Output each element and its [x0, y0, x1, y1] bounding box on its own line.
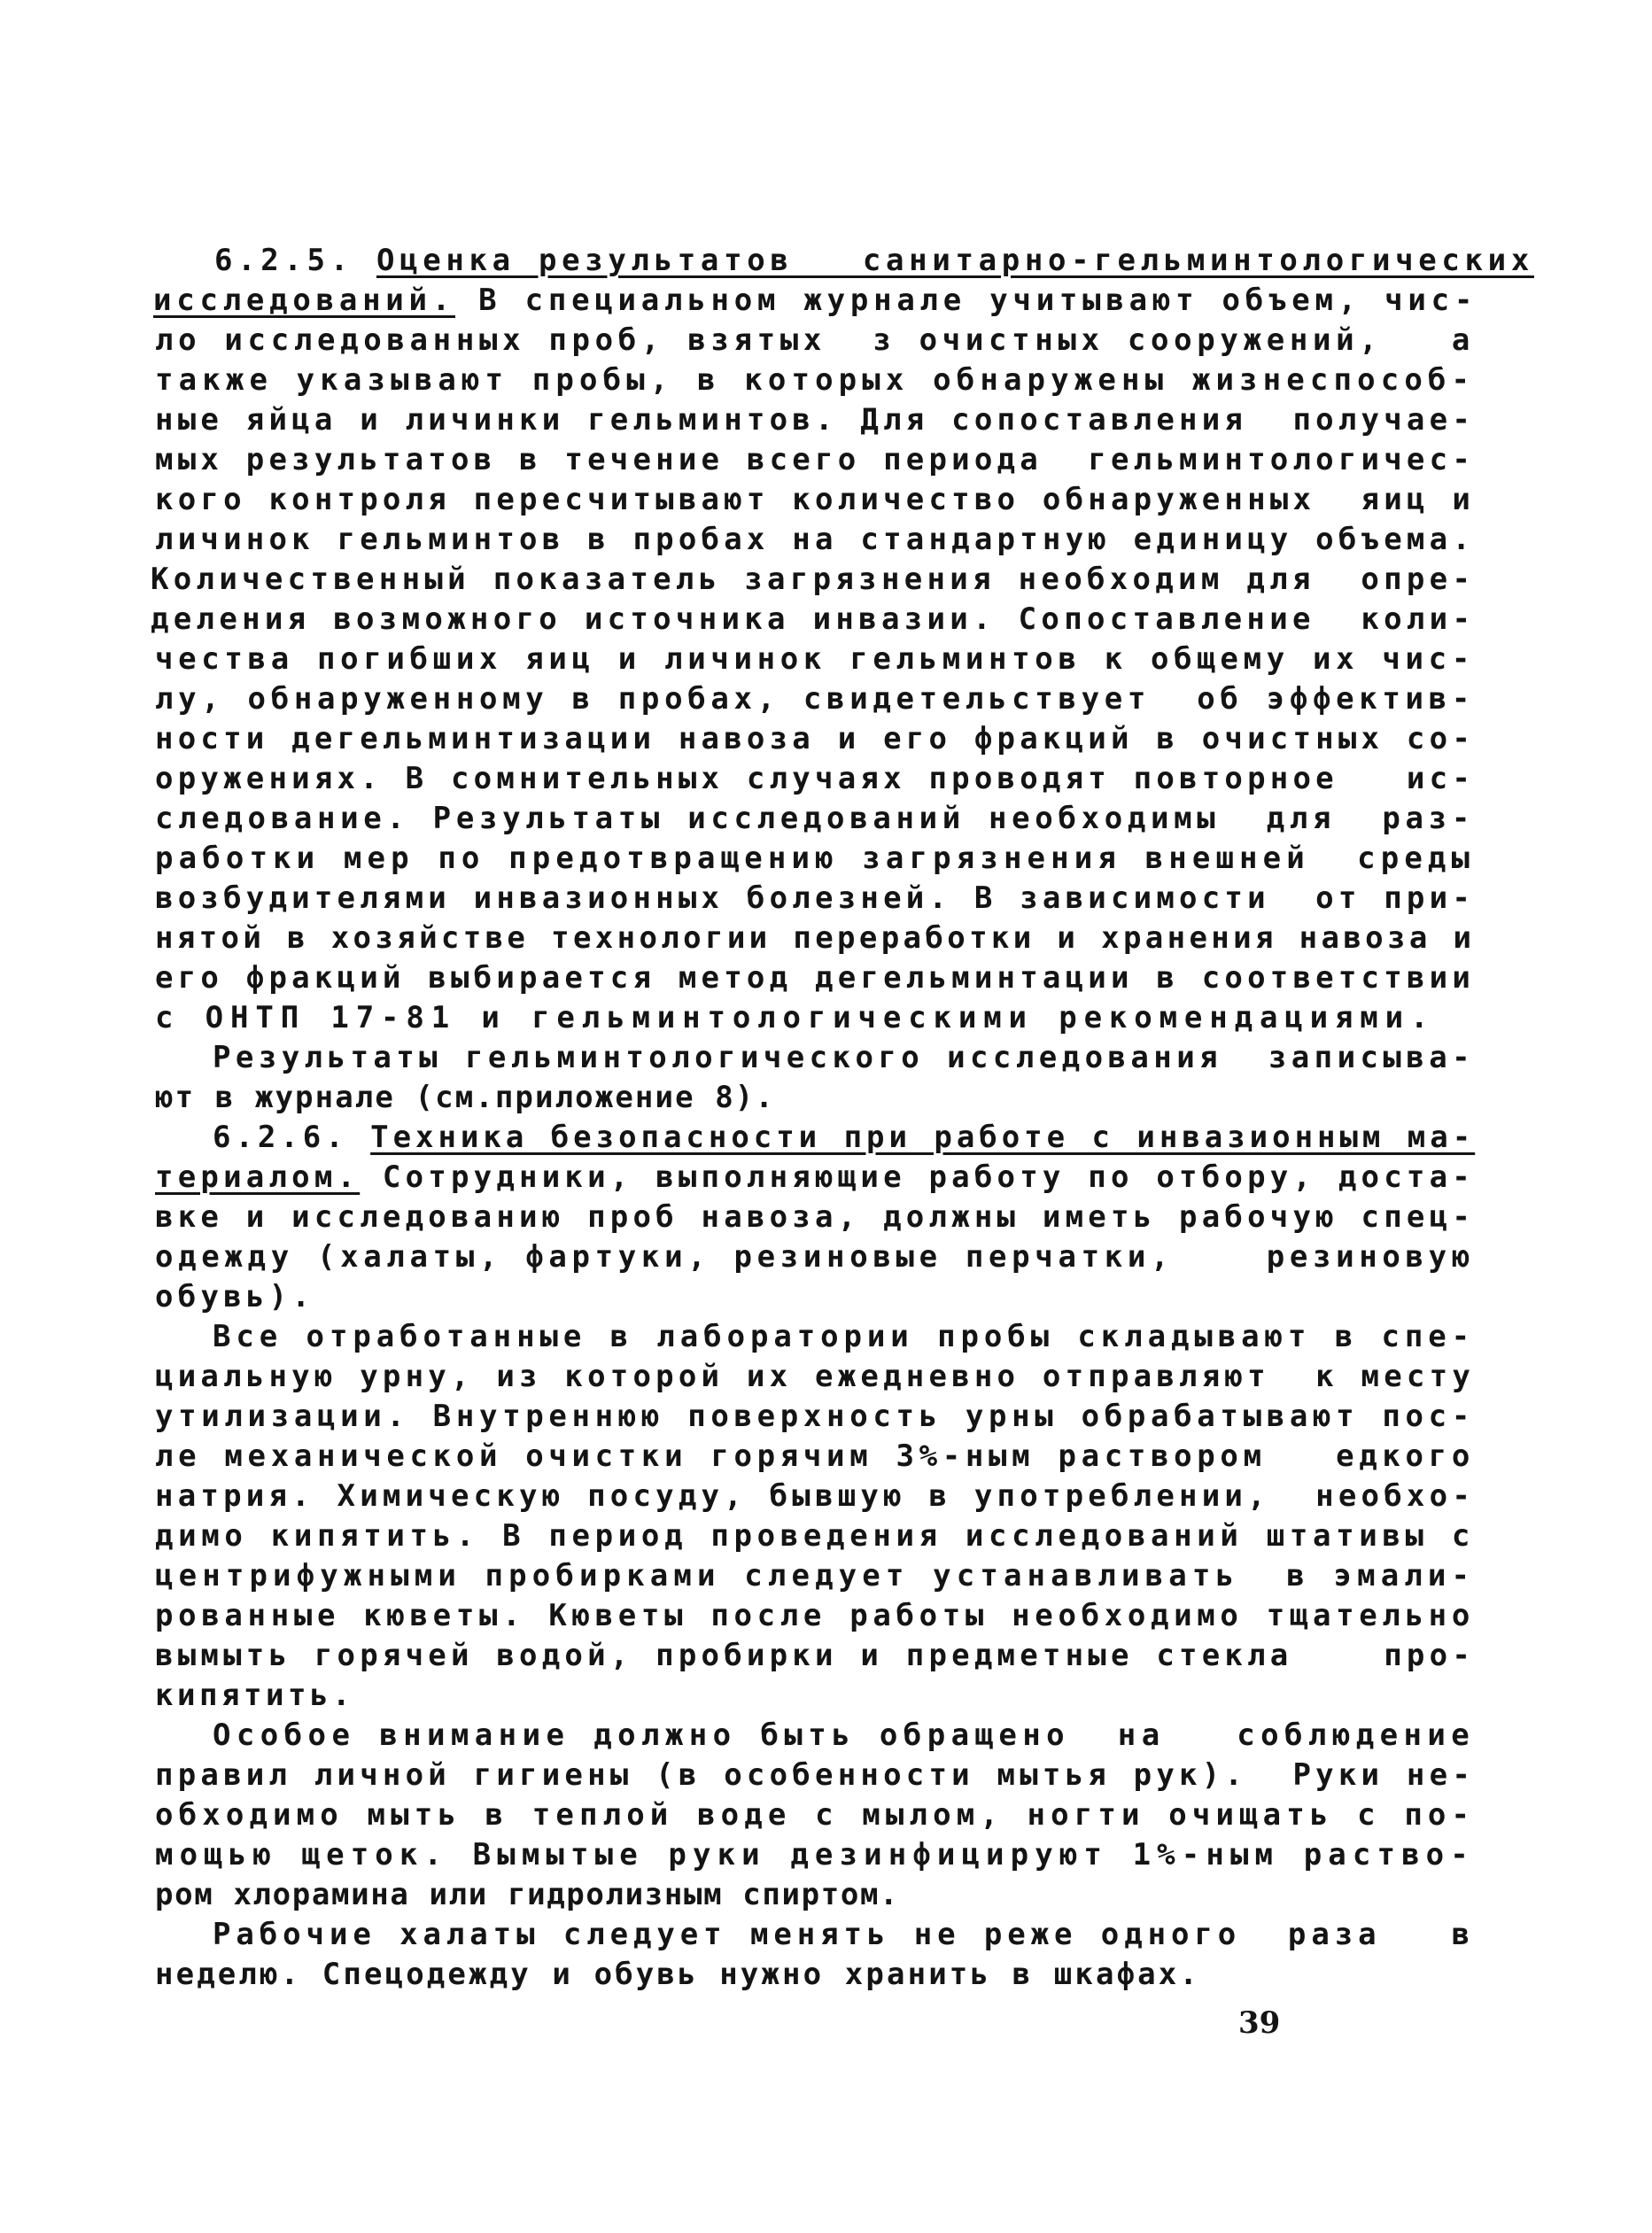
- text-line: [155, 640, 1475, 684]
- text-line: [155, 1477, 1475, 1521]
- text-segment: нятой в хозяйстве технологии переработки и хранения навоза и: [155, 920, 1476, 956]
- text-line: [155, 1158, 1475, 1202]
- text-segment: также указывают пробы, в которых обнаружены жизнеспособ-: [155, 362, 1476, 398]
- text-line: [155, 1636, 1475, 1680]
- text-line: [155, 839, 1475, 883]
- text-segment: ют в журнале (см.приложение 8).: [155, 1080, 775, 1115]
- text-line: [155, 1556, 1475, 1601]
- text-segment: оружениях. В сомнительных случаях проводят повторное ис-: [155, 761, 1476, 796]
- text-segment: деления возможного источника инвазии. Сопоставление коли-: [151, 601, 1476, 637]
- text-line: [155, 958, 1475, 1003]
- text-segment: Особое внимание должно быть обращено на соблюдение: [213, 1717, 1476, 1753]
- text-line: [155, 1875, 899, 1919]
- text-segment: вке и исследованию проб навоза, должны иметь рабочую спец-: [155, 1199, 1476, 1235]
- text-segment: ром хлорамина или гидролизным спиртом.: [155, 1877, 900, 1912]
- text-line: [155, 1795, 1475, 1840]
- text-segment: правил личной гигиены (в особенности мытья рук). Руки не-: [155, 1757, 1476, 1793]
- text-segment: ные яйца и личинки гельминтов. Для сопоставления получае-: [155, 402, 1476, 438]
- underlined-heading: Техника безопасности при работе с инвазионным ма-: [370, 1120, 1476, 1155]
- text-line: [155, 520, 1475, 564]
- text-segment: неделю. Спецодежду и обувь нужно хранить в шкафах.: [155, 1957, 1200, 1992]
- text-line: [151, 600, 1475, 644]
- text-line: [155, 759, 1475, 803]
- text-segment: Результаты гельминтологического исследования записыва-: [213, 1040, 1476, 1075]
- text-line: [155, 1516, 1475, 1561]
- text-line: [155, 1277, 314, 1322]
- text-line: [155, 1835, 1475, 1880]
- text-line: [155, 719, 1475, 764]
- text-segment: циальную урну, из которой их ежедневно отправляют к месту: [155, 1359, 1476, 1394]
- text-line: [214, 241, 1534, 285]
- text-segment: В специальном журнале учитывают объем, чис-: [454, 283, 1478, 318]
- underlined-heading: исследований.: [153, 283, 455, 318]
- text-line: [213, 1118, 1475, 1162]
- text-line: [155, 440, 1475, 485]
- text-line: [155, 321, 1475, 365]
- text-line: [155, 1756, 1475, 1800]
- text-segment: личинок гельминтов в пробах на стандартную единицу объема.: [155, 522, 1476, 557]
- text-segment: центрифужными пробирками следует устанавливать в эмали-: [155, 1558, 1476, 1593]
- text-segment: возбудителями инвазионных болезней. В зависимости от при-: [155, 880, 1476, 916]
- text-segment: мощью щеток. Вымытые руки дезинфицируют 1%-ным раство-: [155, 1837, 1475, 1872]
- text-segment: натрия. Химическую посуду, бывшую в употреблении, необхо-: [155, 1478, 1476, 1514]
- text-segment: его фракций выбирается метод дегельминтации в соответствии: [155, 960, 1476, 996]
- text-segment: Рабочие халаты следует менять не реже одного раза в: [213, 1917, 1476, 1952]
- text-line: [155, 1397, 1475, 1441]
- text-line: [155, 919, 1475, 963]
- text-segment: одежду (халаты, фартуки, резиновые перчатки, резиновую: [155, 1239, 1475, 1275]
- page-number: 39: [1238, 2005, 1281, 2041]
- text-segment: 6.2.5.: [214, 243, 376, 278]
- text-line: [155, 879, 1475, 923]
- text-line: [155, 1357, 1475, 1401]
- text-line: [153, 281, 1477, 325]
- text-segment: с ОНТП 17-81 и гельминтологическими рекомендациями.: [155, 1000, 1436, 1035]
- text-line: [213, 1915, 1475, 1959]
- text-line: [155, 1078, 775, 1122]
- text-segment: рованные кюветы. Кюветы после работы необходимо тщательно: [155, 1598, 1475, 1633]
- text-segment: вымыть горячей водой, пробирки и предметные стекла про-: [155, 1638, 1476, 1673]
- text-line: [155, 1596, 1475, 1640]
- text-segment: ности дегельминтизации навоза и его фракций в очистных со-: [155, 721, 1476, 756]
- text-segment: следование. Результаты исследований необходимы для раз-: [155, 801, 1475, 836]
- text-segment: утилизации. Внутреннюю поверхность урны обрабатывают пос-: [155, 1399, 1475, 1434]
- text-line: [155, 998, 1435, 1043]
- text-segment: ле механической очистки горячим 3%-ным раствором едкого: [155, 1438, 1475, 1474]
- underlined-heading: териалом.: [155, 1159, 361, 1195]
- text-segment: ло исследованных проб, взятых з очистных сооружений, а: [155, 322, 1475, 358]
- text-line: [155, 1676, 354, 1720]
- text-line: [155, 1198, 1475, 1242]
- text-line: [155, 400, 1475, 445]
- text-segment: чества погибших яиц и личинок гельминтов к общему их чис-: [155, 641, 1475, 677]
- text-segment: обходимо мыть в теплой воде с мылом, ногти очищать с по-: [155, 1797, 1476, 1833]
- text-segment: Сотрудники, выполняющие работу по отбору, доста-: [360, 1159, 1475, 1195]
- text-segment: обувь).: [155, 1279, 315, 1314]
- text-line: [155, 1237, 1475, 1282]
- text-segment: Количественный показатель загрязнения необходим для опре-: [151, 562, 1476, 597]
- underlined-heading: Оценка результатов санитарно-гельминтологических: [376, 243, 1534, 278]
- text-segment: димо кипятить. В период проведения исследований штативы с: [155, 1518, 1475, 1554]
- text-segment: 6.2.6.: [213, 1120, 371, 1155]
- text-line: [155, 799, 1475, 843]
- text-line: [213, 1716, 1475, 1760]
- text-line: [155, 1437, 1475, 1481]
- text-segment: Все отработанные в лаборатории пробы складывают в спе-: [213, 1319, 1476, 1354]
- text-segment: кого контроля пересчитывают количество обнаруженных яиц и: [155, 482, 1476, 517]
- text-segment: лу, обнаруженному в пробах, свидетельствует об эффектив-: [155, 681, 1475, 717]
- text-segment: мых результатов в течение всего периода гельминтологичес-: [155, 442, 1476, 477]
- text-line: [155, 361, 1475, 405]
- text-line: [155, 480, 1475, 524]
- text-line: [155, 1955, 1200, 1999]
- text-line: [213, 1038, 1475, 1082]
- text-line: [213, 1317, 1475, 1361]
- text-segment: работки мер по предотвращению загрязнения внешней среды: [155, 841, 1476, 876]
- text-line: [155, 679, 1475, 724]
- text-segment: кипятить.: [155, 1678, 354, 1713]
- text-line: [151, 560, 1475, 604]
